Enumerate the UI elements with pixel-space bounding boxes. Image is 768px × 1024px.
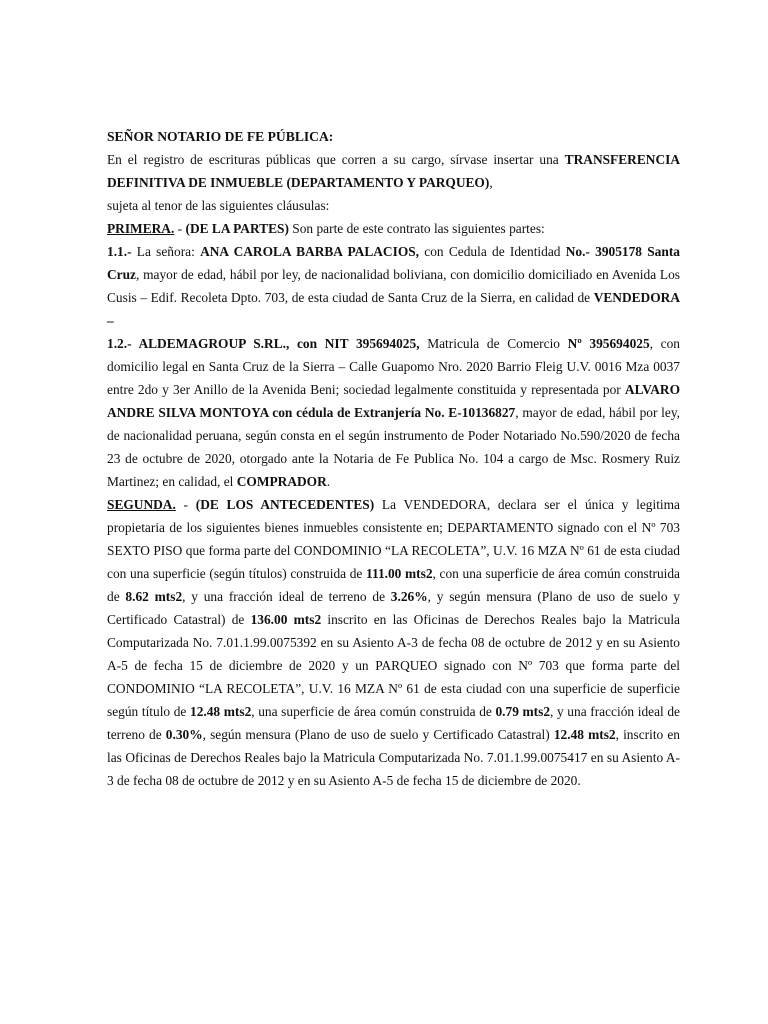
party-1-1-id: No.- 3905178 Santa Cruz bbox=[107, 244, 680, 282]
party-1-2-company: ALDEMAGROUP S.RL., con NIT 395694025, bbox=[131, 336, 420, 351]
clause-segunda bbox=[107, 493, 680, 792]
dept-survey-area: 136.00 mts2 bbox=[250, 612, 322, 627]
party-1-2-role: COMPRADOR bbox=[236, 474, 327, 489]
party-1-2 bbox=[107, 332, 680, 493]
party-1-1-name: ANA CAROLA BARBA PALACIOS, bbox=[200, 244, 420, 259]
party-1-1-role: VENDEDORA – bbox=[107, 290, 680, 328]
clause-segunda-text-1: La VENDEDORA, declara ser el única y legitima propietaria de los siguientes bienes inmuebles consistente en; DEPARTAMENTO signado con el Nº 703 SEXTO PISO que forma parte del CONDOMINIO “LA RECOLETA”, U.V. 16 MZA Nº 61 de esta ciudad con una superficie (según títulos) construida de bbox=[107, 497, 681, 581]
contract-type: TRANSFERENCIA DEFINITIVA DE INMUEBLE (DEPARTAMENTO Y PARQUEO) bbox=[107, 152, 680, 190]
party-1-2-text-a: Matricula de Comercio bbox=[419, 336, 568, 351]
parking-land-fraction: 0.30% bbox=[165, 727, 203, 742]
party-1-1 bbox=[107, 240, 680, 332]
party-1-1-number: 1.1.- bbox=[107, 244, 132, 259]
parking-common-area: 0.79 mts2 bbox=[495, 704, 551, 719]
clause-segunda-text-4: , y según mensura (Plano de uso de suelo y Certificado Catastral) de bbox=[107, 589, 680, 627]
clause-primera-text: Son parte de este contrato las siguientes partes: bbox=[288, 221, 545, 236]
party-1-2-representative: ALVARO ANDRE SILVA MONTOYA con cédula de Extranjería No. E-10136827 bbox=[107, 382, 680, 420]
dept-common-area: 8.62 mts2 bbox=[125, 589, 183, 604]
document-title: SEÑOR NOTARIO DE FE PÚBLICA: bbox=[107, 129, 334, 144]
party-1-1-text-b: con Cedula de Identidad bbox=[419, 244, 566, 259]
clause-primera-dash: - bbox=[174, 221, 186, 236]
clause-segunda-subtitle: (DE LOS ANTECEDENTES) bbox=[195, 497, 375, 512]
clause-segunda-text-6: , una superficie de área común construida de bbox=[251, 704, 496, 719]
clause-segunda-text-7: , y una fracción ideal de terreno de bbox=[107, 704, 681, 742]
parking-title-area: 12.48 mts2 bbox=[190, 704, 252, 719]
clause-segunda-text-5: inscrito en las Oficinas de Derechos Reales bajo la Matricula Computarizada No. 7.01.1.99.0075392 en su Asiento A-3 de fecha 08 de octubre de 2012 y en su Asiento A-5 de fecha 15 de diciembre de 2020 y un PARQUEO signado con Nº 703 que forma parte del CONDOMINIO “LA RECOLETA”, U.V. 16 MZA Nº 61 de esta ciudad con una superficie de superficie según título de bbox=[107, 612, 680, 719]
party-1-2-text-c: , mayor de edad, hábil por ley, de nacionalidad peruana, según consta en el según instrumento de Poder Notariado No.590/2020 de fecha 23 de octubre de 2020, otorgado ante la Notaria de Fe Publica No. 104 a cargo de Msc. Rosmery Ruiz Martinez; en calidad, el bbox=[107, 405, 680, 489]
document-page bbox=[107, 128, 680, 792]
intro-paragraph bbox=[107, 148, 680, 217]
clause-segunda-text-9: , inscrito en las Oficinas de Derechos Reales bajo la Matricula Computarizada No. 7.01.1.99.0075417 en su Asiento A-3 de fecha 08 de octubre de 2012 y en su Asiento A-5 de fecha 15 de diciembre de 2020. bbox=[107, 727, 680, 788]
intro-tail: sujeta al tenor de las siguientes cláusulas: bbox=[107, 198, 330, 213]
parking-survey-area: 12.48 mts2 bbox=[553, 727, 616, 742]
clause-primera-subtitle: (DE LA PARTES) bbox=[185, 221, 289, 236]
party-1-2-text-b: , con domicilio legal en Santa Cruz de la Sierra – Calle Guapomo Nro. 2020 Barrio Fleig U.V. 0016 Mza 0037 entre 2do y 3er Anillo de la Avenida Beni; sociedad legalmente constituida y representada por bbox=[107, 336, 680, 397]
dept-built-area: 111.00 mts2 bbox=[366, 566, 433, 581]
intro-comma: , bbox=[489, 175, 493, 190]
dept-land-fraction: 3.26% bbox=[390, 589, 428, 604]
party-1-1-text-c: , mayor de edad, hábil por ley, de nacionalidad boliviana, con domicilio domiciliado en Avenida Los Cusis – Edif. Recoleta Dpto. 703, de esta ciudad de Santa Cruz de la Sierra, en calidad de bbox=[107, 267, 680, 305]
clause-segunda-text-3: , y una fracción ideal de terreno de bbox=[182, 589, 391, 604]
party-1-2-end: . bbox=[326, 474, 331, 489]
clause-segunda-heading: SEGUNDA. bbox=[107, 497, 176, 512]
clause-primera-heading: PRIMERA. bbox=[107, 221, 175, 236]
clause-segunda-dash: - bbox=[175, 497, 196, 512]
party-1-2-registration: Nº 395694025 bbox=[567, 336, 650, 351]
clause-primera bbox=[107, 217, 680, 240]
party-1-2-number: 1.2.- bbox=[107, 336, 132, 351]
intro-text: En el registro de escrituras públicas que corren a su cargo, sírvase insertar una bbox=[107, 152, 559, 167]
clause-segunda-text-2: , con una superficie de área común construida de bbox=[107, 566, 681, 604]
clause-segunda-text-8: , según mensura (Plano de uso de suelo y Certificado Catastral) bbox=[202, 727, 554, 742]
party-1-1-text-a: La señora: bbox=[131, 244, 201, 259]
